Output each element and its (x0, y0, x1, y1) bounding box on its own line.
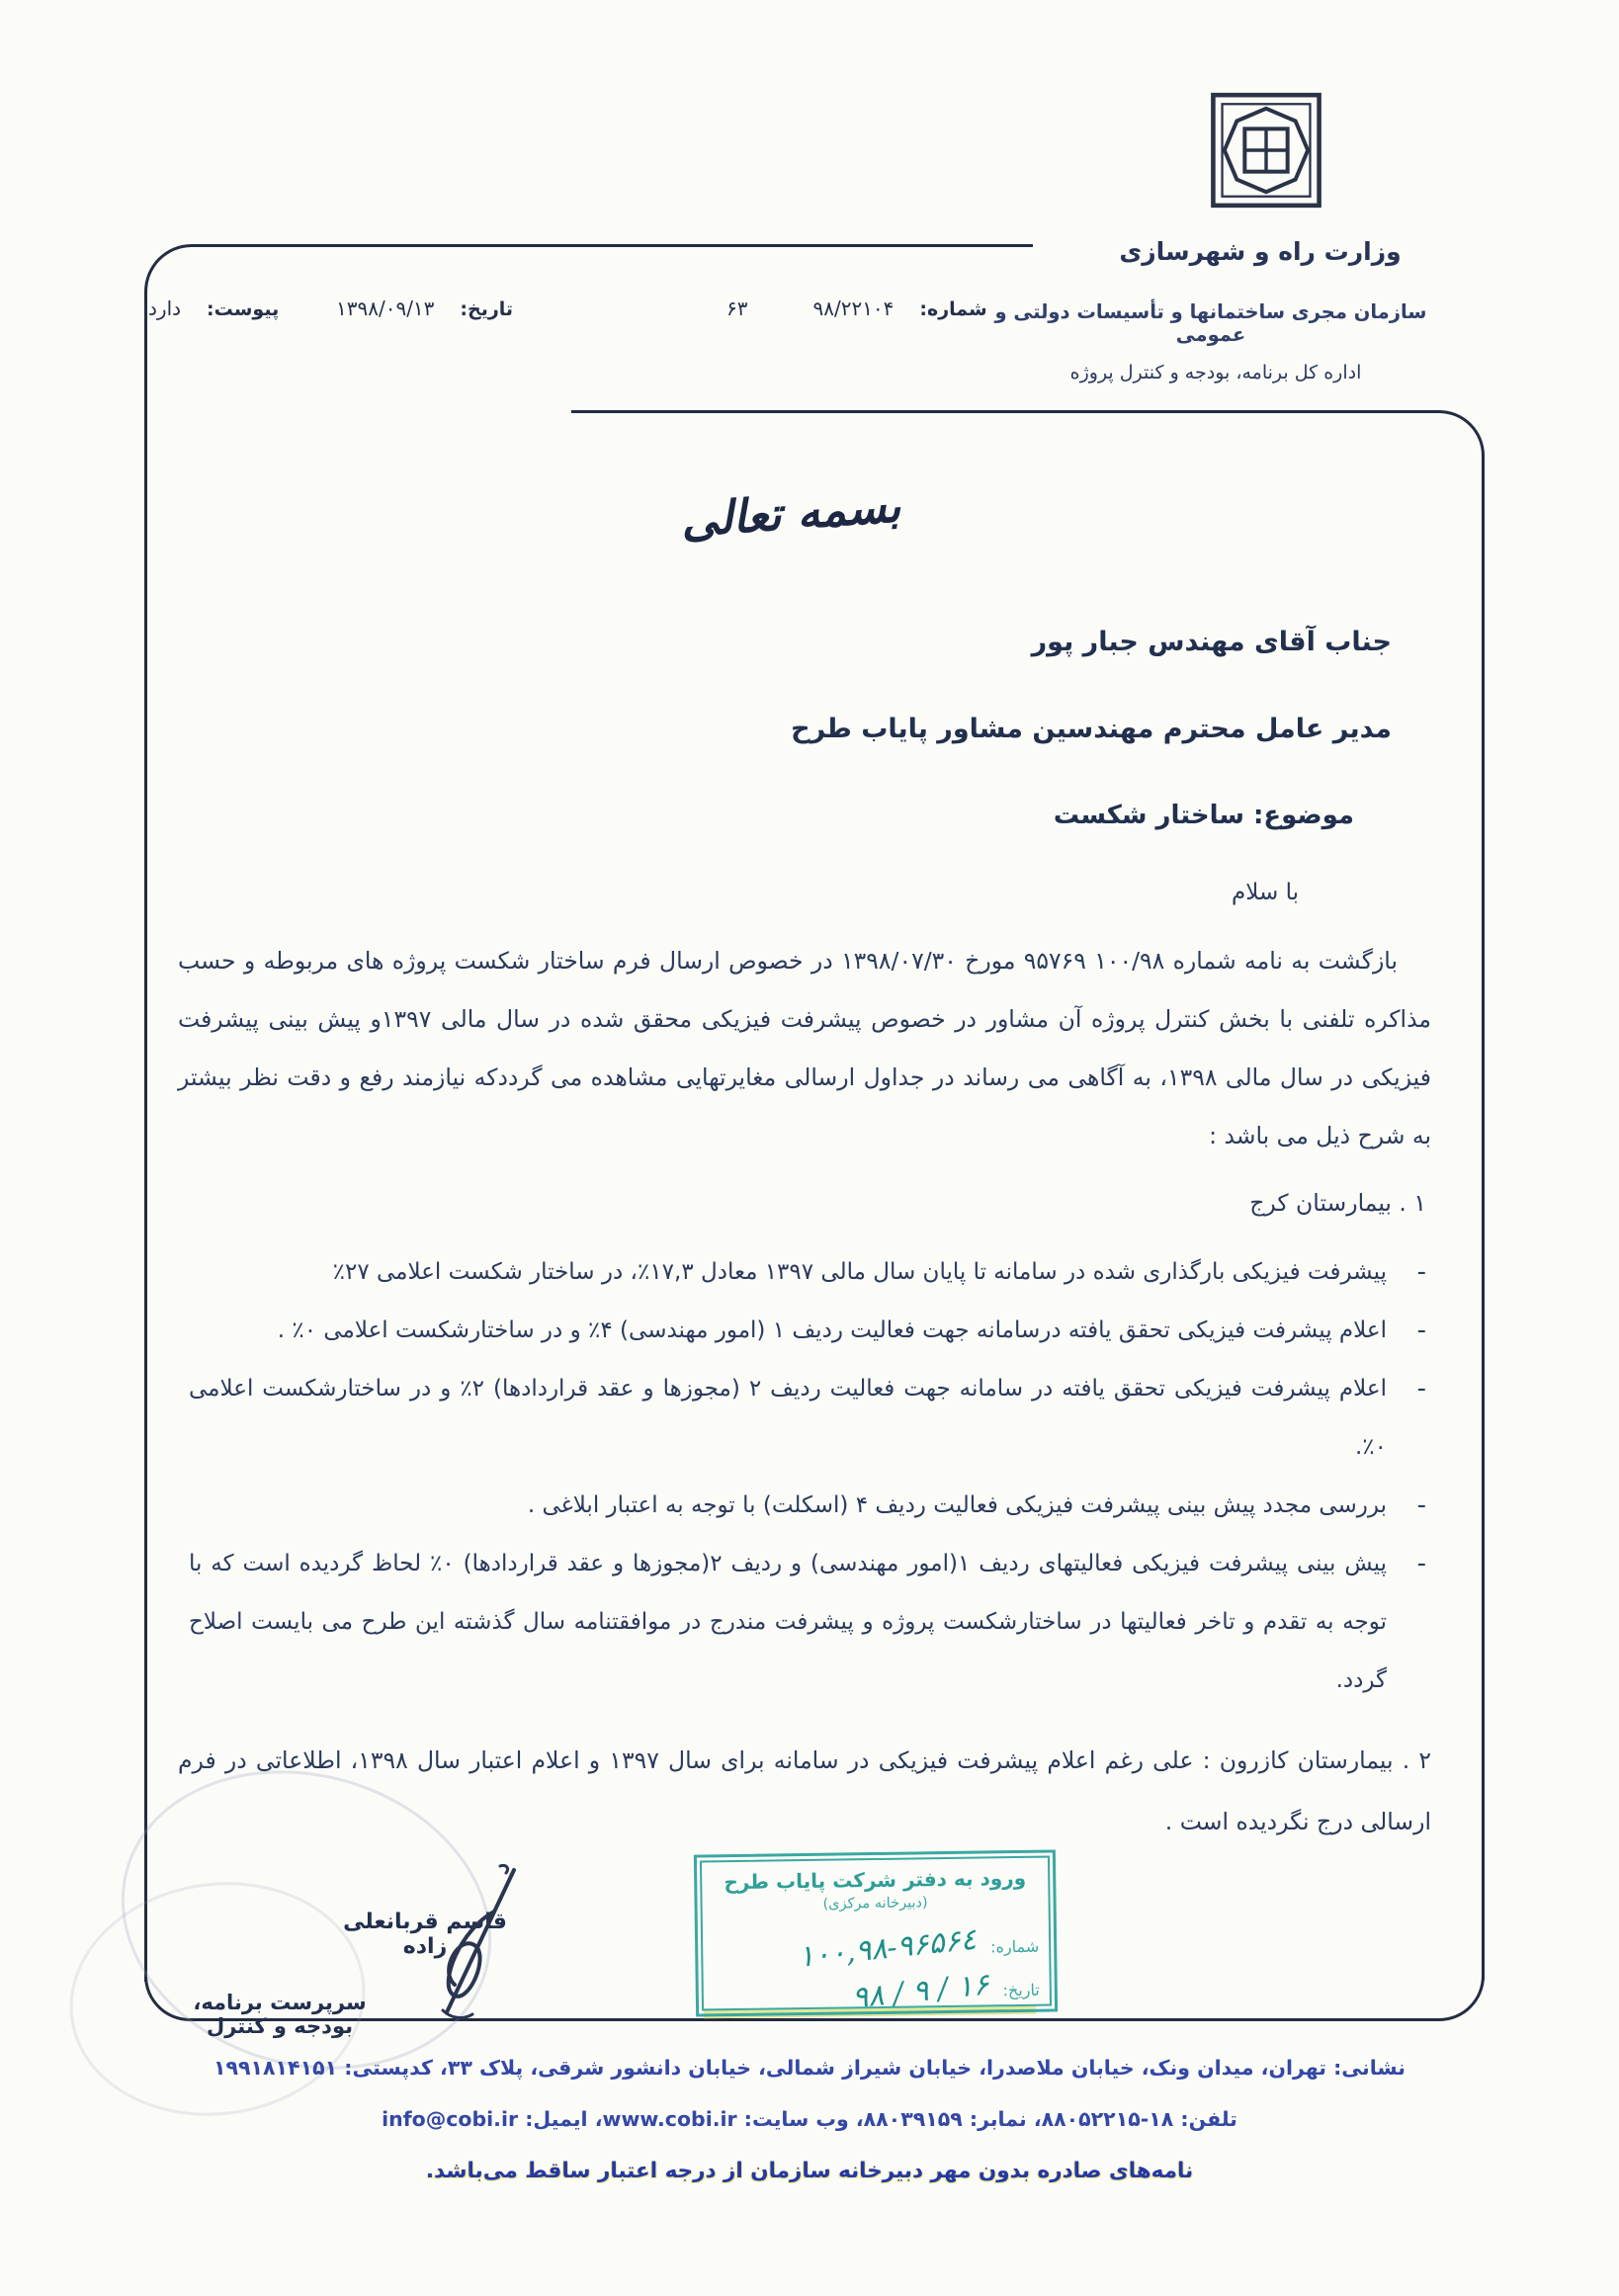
bullet-dash-icon: - (1416, 1374, 1426, 1403)
bullet-dash-icon: - (1416, 1549, 1426, 1578)
list-item (189, 1360, 1426, 1477)
stamp-date-row (850, 1967, 1040, 2016)
list-item (189, 1243, 1426, 1302)
signatory-name: قاسم قربانعلی زاده (343, 1910, 507, 1959)
bullet-text: اعلام پیشرفت فیزیکی تحقق یافته در سامانه جهت فعالیت ردیف ۲ (مجوزها و عقد قراردادها) ۲٪ و در ساختارشکست اعلامی ۰٪. (189, 1376, 1387, 1460)
recipient-name: جناب آقای مهندس جبار پور (1031, 627, 1392, 657)
recipient-title: مدیر عامل محترم مهندسین مشاور پایاب طرح (791, 714, 1392, 744)
letter-date-label: تاریخ: (460, 298, 514, 320)
stamp-date-handwritten: ۹۸ / ۹ / ۱۶ (850, 1967, 991, 2016)
bullet-text: پیش بینی پیشرفت فیزیکی فعالیتهای ردیف ۱(امور مهندسی) و ردیف ۲(مجوزها و عقد قراردادها) ۰٪ لحاظ گردیده است که با توجه به تقدم و تاخر فعالیتها در ساختارشکست پروژه و پیشرفت مندرج در موافقتنامه سال گذشته این طرح می بایست اصلاح گردد. (189, 1551, 1388, 1693)
entry-stamp-inner-border (700, 1856, 1052, 2016)
frame-top-right-segment (571, 410, 1485, 462)
ministry-emblem-icon (1210, 91, 1322, 210)
salutation: با سلام (1232, 880, 1299, 905)
stamp-number-row (797, 1921, 1040, 1975)
footer-address: نشانی: تهران، میدان ونک، خیابان ملاصدرا، خیابان شیراز شمالی، خیابان دانشور شرقی، پلاک ۳۳، کدپستی: ۱۹۹۱۸۱۴۱۵۱ (213, 2056, 1406, 2080)
intro-paragraph: بازگشت به نامه شماره ۱۰۰/۹۸ ۹۵۷۶۹ مورخ ۱۳۹۸/۰۷/۳۰ در خصوص ارسال فرم ساختار شکست پروژه های مربوطه و حسب مذاکره تلفنی با بخش کنترل پروژه آن مشاور در خصوص پیشرفت فیزیکی محقق شده در سال مالی ۱۳۹۷و پیش بینی پیشرفت فیزیکی در سال مالی ۱۳۹۸، به آگاهی می رساند در جداول ارسالی مغایرتهایی مشاهده می گرددکه نیازمند رفع و دقت نظر بیشتر به شرح ذیل می باشد : (178, 947, 1432, 1149)
letter-date-value: ۱۳۹۸/۰۹/۱۳ (336, 297, 435, 320)
bullet-dash-icon: - (1416, 1257, 1426, 1287)
department-name: اداره کل برنامه، بودجه و کنترل پروژه (1069, 362, 1362, 383)
attachment-label: پیوست: (207, 298, 280, 320)
ministry-name: وزارت راه و شهرسازی (1119, 237, 1402, 266)
bullet-text: پیشرفت فیزیکی بارگذاری شده در سامانه تا پایان سال مالی ۱۳۹۷ معادل ۱۷,۳٪، در ساختار شکست اعلامی ۲۷٪ (332, 1259, 1387, 1285)
frame-bottom-right-corner (1394, 1971, 1485, 2021)
subject-label: موضوع: (1253, 801, 1354, 830)
subject-value: ساختار شکست (1053, 801, 1244, 830)
stamp-date-label: تاریخ: (1002, 1980, 1040, 2000)
attachment-value: دارد (148, 297, 182, 320)
bullet-dash-icon: - (1416, 1316, 1426, 1345)
stamp-number-handwritten: ۱۰۰,۹۸-۹۶۵۶٤ (797, 1921, 979, 1975)
stamp-number-label: شماره: (990, 1936, 1040, 1957)
organization-name: سازمان مجری ساختمانها و تأسیسات دولتی و عمومی (994, 300, 1427, 346)
list-item (189, 1535, 1426, 1710)
frame-left-border (144, 306, 147, 1982)
bullet-text: بررسی مجدد پیش بینی پیشرفت فیزیکی فعالیت ردیف ۴ (اسکلت) با توجه به اعتبار ابلاغی . (527, 1492, 1387, 1518)
bullet-dash-icon: - (1416, 1490, 1426, 1520)
subject-line (1054, 801, 1354, 830)
list-item (189, 1477, 1426, 1535)
bullet-list (189, 1243, 1426, 1710)
section-2-paragraph: ۲ . بیمارستان کازرون : علی رغم اعلام پیشرفت فیزیکی در سامانه برای سال ۱۳۹۷ و اعلام اعتبار سال ۱۳۹۸، اطلاعاتی در فرم ارسالی درج نگردیده است . (178, 1746, 1432, 1835)
stamp-subtitle: (دبیرخانه مرکزی) (822, 1895, 928, 1913)
handwritten-signature (403, 1864, 532, 2027)
letter-number-field (726, 297, 987, 320)
besmele-calligraphy: بسمه تعالی (679, 478, 902, 548)
letter-number-label: شماره: (919, 298, 987, 320)
letter-number-extra: ۶۳ (726, 297, 748, 320)
section-1-title: ۱ . بیمارستان کرج (1249, 1189, 1426, 1217)
bullet-text: اعلام پیشرفت فیزیکی تحقق یافته درسامانه جهت فعالیت ردیف ۱ (امور مهندسی) ۴٪ و در ساختارشکست اعلامی ۰٪ . (277, 1318, 1387, 1343)
entry-stamp (694, 1849, 1058, 2016)
letter-number-value: ۹۸/۲۲۱۰۴ (812, 297, 895, 320)
attachment-field (148, 297, 279, 320)
signatory-title: سرپرست برنامه، بودجه و کنترل (193, 1991, 367, 2038)
footer-contact: تلفن: ۱۸-۸۸۰۵۲۲۱۵، نمابر: ۸۸۰۳۹۱۵۹، وب سایت: www.cobi.ir، ایمیل: info@cobi.ir (382, 2107, 1237, 2131)
list-item (189, 1302, 1426, 1360)
frame-right-border (1482, 453, 1485, 1980)
stamp-title: ورود به دفتر شرکت پایاب طرح (724, 1865, 1027, 1895)
letter-date-field (336, 297, 513, 320)
footer-disclaimer: نامه‌های صادره بدون مهر دبیرخانه سازمان از درجه اعتبار ساقط می‌باشد. (425, 2159, 1194, 2183)
